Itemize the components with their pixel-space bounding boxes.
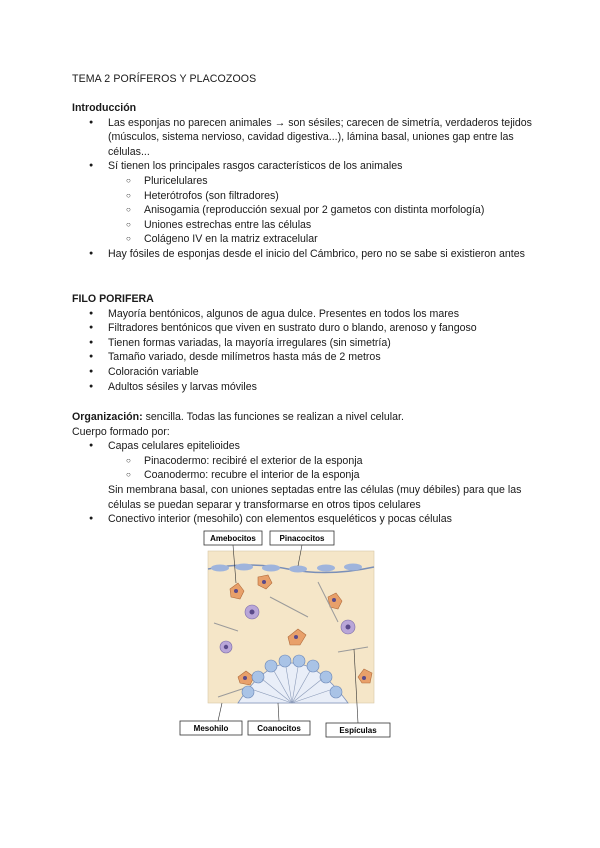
- label-coanocitos: [248, 703, 310, 735]
- organizacion-line: [72, 410, 532, 425]
- organizacion-label: Organización:: [72, 411, 143, 423]
- section-organizacion: [72, 410, 532, 527]
- porifera-list: [72, 307, 532, 395]
- list-item: ● Las esponjas no parecen animales → son sésiles; carecen de simetría, verdaderos tejidos (músculos, sistema nervioso, cavidad digestiva...), lámina basal, uniones gap entre las células...: [72, 116, 532, 160]
- organizacion-sublist: [72, 454, 532, 483]
- list-item: ● Coloración variable: [72, 365, 532, 380]
- sublist-item: ○ Colágeno IV en la matriz extracelular: [72, 232, 532, 247]
- label-espiculas-text: Espículas: [339, 726, 377, 735]
- list-item: ● Capas celulares epitelioides: [72, 439, 532, 454]
- organizacion-note: Sin membrana basal, con uniones septadas entre las células (muy débiles) para que las células se puedan separar y transformarse en otros tipos celulares: [108, 483, 522, 511]
- sublist-item: ○ Uniones estrechas entre las células: [72, 218, 532, 233]
- intro-list: [72, 116, 532, 174]
- intro-heading: Introducción: [72, 102, 137, 114]
- list-item: ● Tienen formas variadas, la mayoría irregulares (sin simetría): [72, 336, 532, 351]
- label-pinacocitos-text: Pinacocitos: [279, 534, 325, 543]
- porifera-heading: FILO PORIFERA: [72, 293, 154, 305]
- organizacion-list-continued: [72, 512, 532, 527]
- cuerpo-line: Cuerpo formado por:: [72, 425, 170, 438]
- section-introduccion: [72, 101, 532, 262]
- sublist-item: ○ Pluricelulares: [72, 174, 532, 189]
- organizacion-text: sencilla. Todas las funciones se realizan a nivel celular.: [142, 411, 404, 423]
- sublist-item: ○ Anisogamia (reproducción sexual por 2 gametos con distinta morfología): [72, 203, 532, 218]
- list-item: ● Sí tienen los principales rasgos característicos de los animales: [72, 159, 532, 174]
- list-item: ● Hay fósiles de esponjas desde el inicio del Cámbrico, pero no se sabe si existieron antes: [72, 247, 532, 262]
- label-mesohilo: [180, 703, 242, 735]
- organizacion-list: [72, 439, 532, 454]
- list-item: ● Adultos sésiles y larvas móviles: [72, 380, 532, 395]
- label-mesohilo-text: Mesohilo: [193, 724, 229, 733]
- intro-sublist: [72, 174, 532, 247]
- sublist-item: ○ Pinacodermo: recibiré el exterior de la esponja: [72, 454, 532, 469]
- intro-list-continued: [72, 247, 532, 262]
- document-title: TEMA 2 PORÍFEROS Y PLACOZOOS: [72, 73, 257, 85]
- list-item: ● Filtradores bentónicos que viven en sustrato duro o blando, arenoso y fangoso: [72, 321, 532, 336]
- list-item: ● Mayoría bentónicos, algunos de agua dulce. Presentes en todos los mares: [72, 307, 532, 322]
- list-item: ● Conectivo interior (mesohilo) con elementos esqueléticos y pocas células: [72, 512, 532, 527]
- sublist-item: ○ Coanodermo: recubre el interior de la esponja: [72, 468, 532, 483]
- section-porifera: [72, 292, 532, 394]
- list-item: ● Tamaño variado, desde milímetros hasta más de 2 metros: [72, 350, 532, 365]
- label-coanocitos-text: Coanocitos: [257, 724, 301, 733]
- sponge-cell-diagram: [178, 527, 398, 739]
- label-amebocitos-text: Amebocitos: [210, 534, 256, 543]
- sublist-item: ○ Heterótrofos (son filtradores): [72, 189, 532, 204]
